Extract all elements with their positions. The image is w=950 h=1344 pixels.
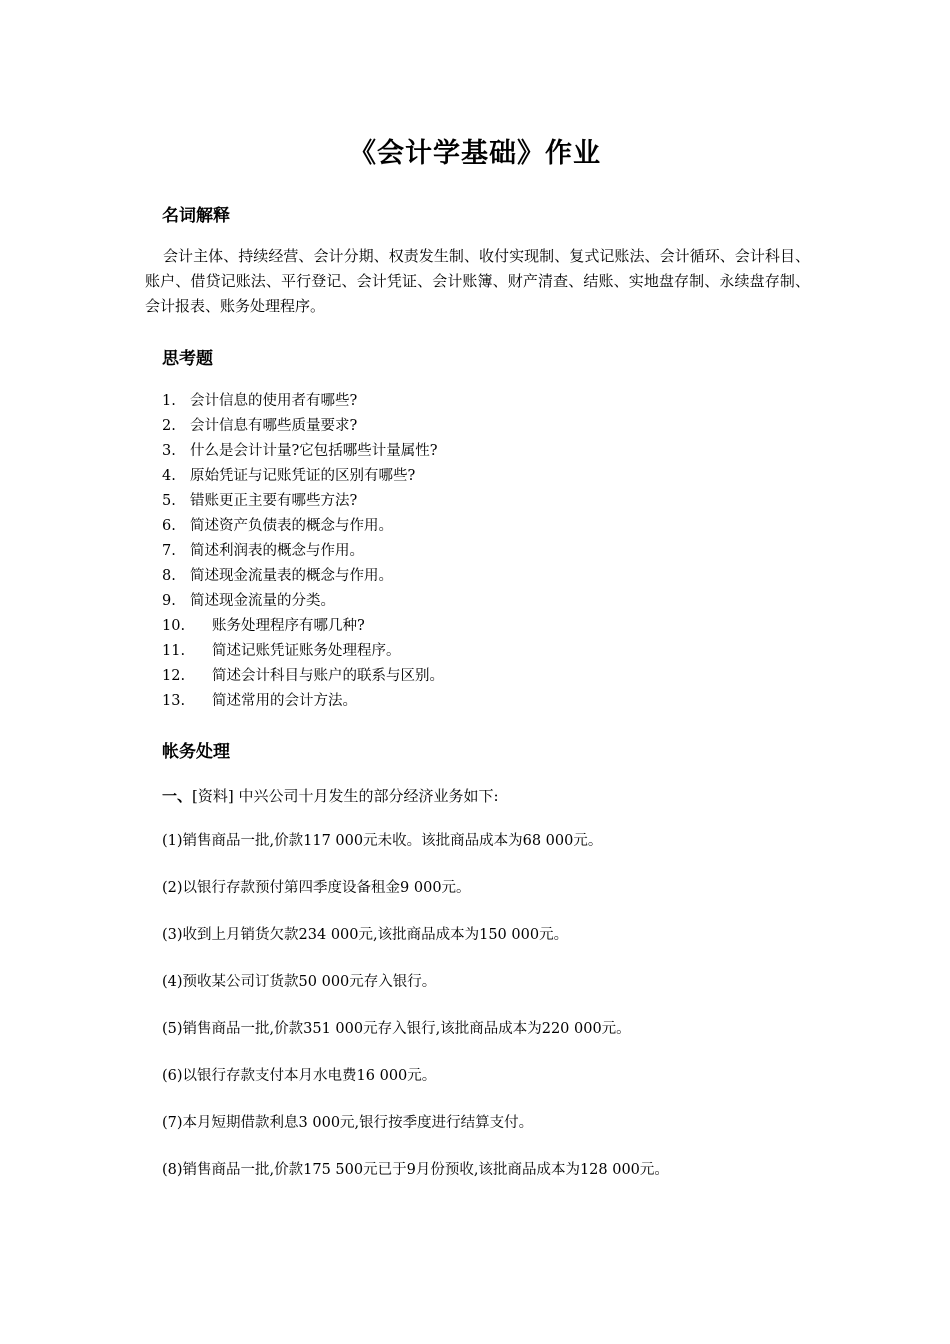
section-heading-accounting: 帐务处理 [162, 742, 230, 762]
list-item: (1)销售商品一批,价款117 000元未收。该批商品成本为68 000元。 [162, 833, 603, 849]
list-item: 1. 会计信息的使用者有哪些? [162, 393, 358, 409]
list-item: (3)收到上月销货欠款234 000元,该批商品成本为150 000元。 [162, 927, 569, 943]
list-item: (4)预收某公司订货款50 000元存入银行。 [162, 974, 437, 990]
list-item: 8. 简述现金流量表的概念与作用。 [162, 568, 393, 584]
document-title: 《会计学基础》作业 [349, 138, 601, 169]
list-item: (6)以银行存款支付本月水电费16 000元。 [162, 1068, 437, 1084]
list-item: 6. 简述资产负债表的概念与作用。 [162, 518, 393, 534]
list-item: 2. 会计信息有哪些质量要求? [162, 418, 358, 434]
list-item: (5)销售商品一批,价款351 000元存入银行,该批商品成本为220 000元。 [162, 1021, 631, 1037]
list-item: 4. 原始凭证与记账凭证的区别有哪些? [162, 468, 416, 484]
list-item: 7. 简述利润表的概念与作用。 [162, 543, 364, 559]
list-item: 5. 错账更正主要有哪些方法? [162, 493, 358, 509]
accounting-intro: 一、[资料] 中兴公司十月发生的部分经济业务如下: [162, 787, 499, 805]
section-heading-questions: 思考题 [162, 349, 213, 369]
list-item: 13. 简述常用的会计方法。 [162, 693, 357, 709]
list-item: 12. 简述会计科目与账户的联系与区别。 [162, 668, 444, 684]
list-item: 3. 什么是会计计量?它包括哪些计量属性? [162, 443, 438, 459]
list-item: 11. 简述记账凭证账务处理程序。 [162, 643, 401, 659]
list-item: (2)以银行存款预付第四季度设备租金9 000元。 [162, 880, 471, 896]
questions-list [162, 389, 444, 714]
list-item: 9. 简述现金流量的分类。 [162, 593, 335, 609]
transactions-list [162, 830, 669, 1206]
list-item: (7)本月短期借款利息3 000元,银行按季度进行结算支付。 [162, 1115, 534, 1131]
terms-paragraph: 会计主体、持续经营、会计分期、权责发生制、收付实现制、复式记账法、会计循环、会计科目、账户、借贷记账法、平行登记、会计凭证、会计账簿、财产清查、结账、实地盘存制、永续盘存制、会计报表、账务处理程序。 [145, 247, 810, 315]
list-item: 10. 账务处理程序有哪几种? [162, 618, 365, 634]
list-item: (8)销售商品一批,价款175 500元已于9月份预收,该批商品成本为128 000元。 [162, 1162, 669, 1178]
section-heading-terms: 名词解释 [162, 206, 230, 226]
